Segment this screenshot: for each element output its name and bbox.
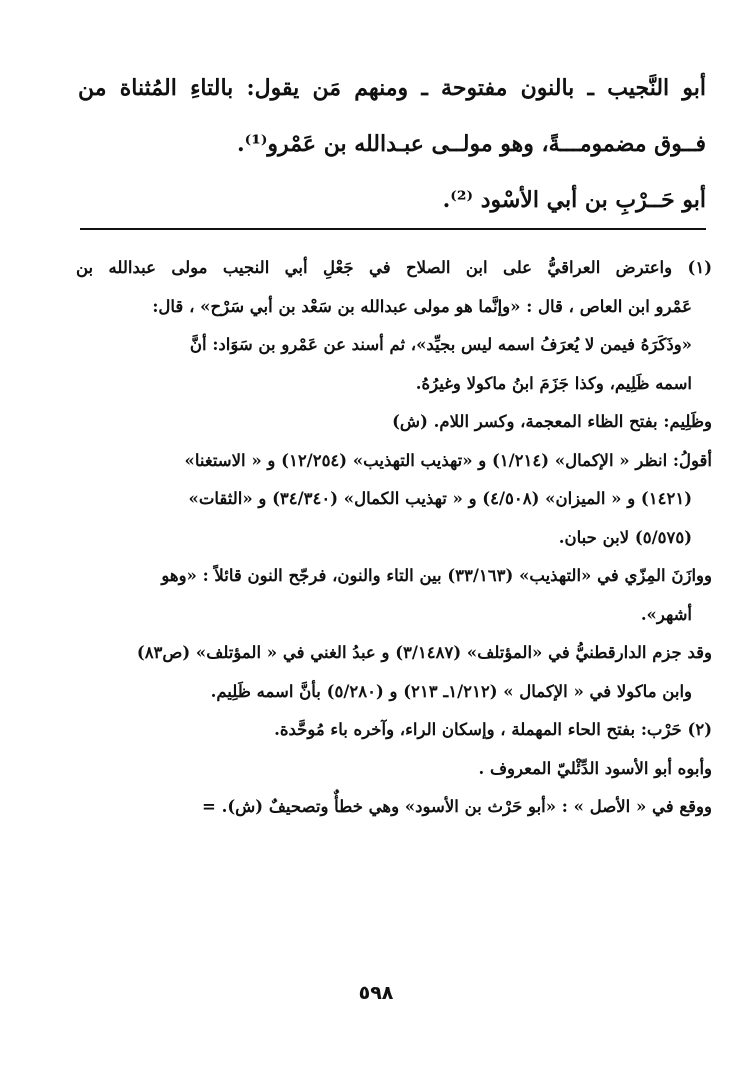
main-text bbox=[78, 60, 706, 228]
footnote-line: عَمْرو ابن العاص ، قال : «وإنَّما هو مولى عبدالله بن سَعْد بن أبي سَرْح» ، قال: bbox=[152, 296, 692, 316]
main-line: أبو حَــرْبِ بن أبي الأسْود ⁽²⁾. bbox=[442, 187, 706, 213]
main-line: فــوق مضمومـــةً، وهو مولــى عبـدالله بن عَمْرو⁽¹⁾. bbox=[237, 131, 706, 157]
footnote-line: ووازَنَ المِزّي في «التهذيب» (٣٣/١٦٣) بين التاء والنون، فرجّح النون قائلاً : «وهو bbox=[161, 566, 712, 585]
page-number: ٥٩٨ bbox=[358, 982, 394, 1004]
footnote-line: ووقع في « الأصل » : «أبو حَرْث بن الأسود» وهي خطأٌ وتصحيفٌ (ش). = bbox=[202, 797, 712, 816]
footnote-line: «وذَكَرَهُ فيمن لا يُعرَفُ اسمه ليس بجيِّد»، ثم أسند عن عَمْرو بن سَوَاد: أنَّ bbox=[189, 335, 692, 354]
footnote-line: وظَلِيم: بفتح الظاء المعجمة، وكسر اللام. (ش) bbox=[392, 412, 712, 431]
footnote-line: اسمه ظَلِيم، وكذا جَزَمَ ابنُ ماكولا وغيرُهُ. bbox=[415, 373, 692, 393]
footnote-line: (١) واعترض العراقيُّ على ابن الصلاح في جَعْلِ أبي النجيب مولى عبدالله بن bbox=[76, 258, 712, 277]
footnotes bbox=[76, 249, 712, 827]
footnote-line: أقولُ: انظر « الإكمال» (١/٢١٤) و «تهذيب التهذيب» (١٢/٢٥٤) و « الاستغنا» bbox=[184, 450, 712, 470]
footnote-line: (٢) حَرْب: بفتح الحاء المهملة ، وإسكان الراء، وآخره باء مُوحَّدة. bbox=[274, 720, 712, 739]
footnote-divider bbox=[80, 228, 706, 230]
footnote-line: وأبوه أبو الأسود الدِّئْليّ المعروف . bbox=[478, 758, 712, 778]
footnote-line: أشهر». bbox=[640, 604, 692, 624]
footnote-line: (١٤٢١) و « الميزان» (٤/٥٠٨) و « تهذيب الكمال» (٣٤/٣٤٠) و «الثقات» bbox=[188, 489, 692, 508]
footnote-line: وقد جزم الدارقطنيُّ في «المؤتلف» (٣/١٤٨٧) و عبدُ الغني في « المؤتلف» (ص٨٣) bbox=[136, 643, 712, 662]
footnote-line: (٥/٥٧٥) لابن حبان. bbox=[558, 527, 692, 547]
main-line: أبو النَّجيب ـ بالنون مفتوحة ـ ومنهم مَن يقول: بالتاءِ المُثناة من bbox=[78, 75, 706, 101]
footnote-line: وابن ماكولا في « الإكمال » (١/٢١٢ـ ٢١٣) و (٥/٢٨٠) بأنَّ اسمه ظَلِيم. bbox=[210, 681, 692, 701]
